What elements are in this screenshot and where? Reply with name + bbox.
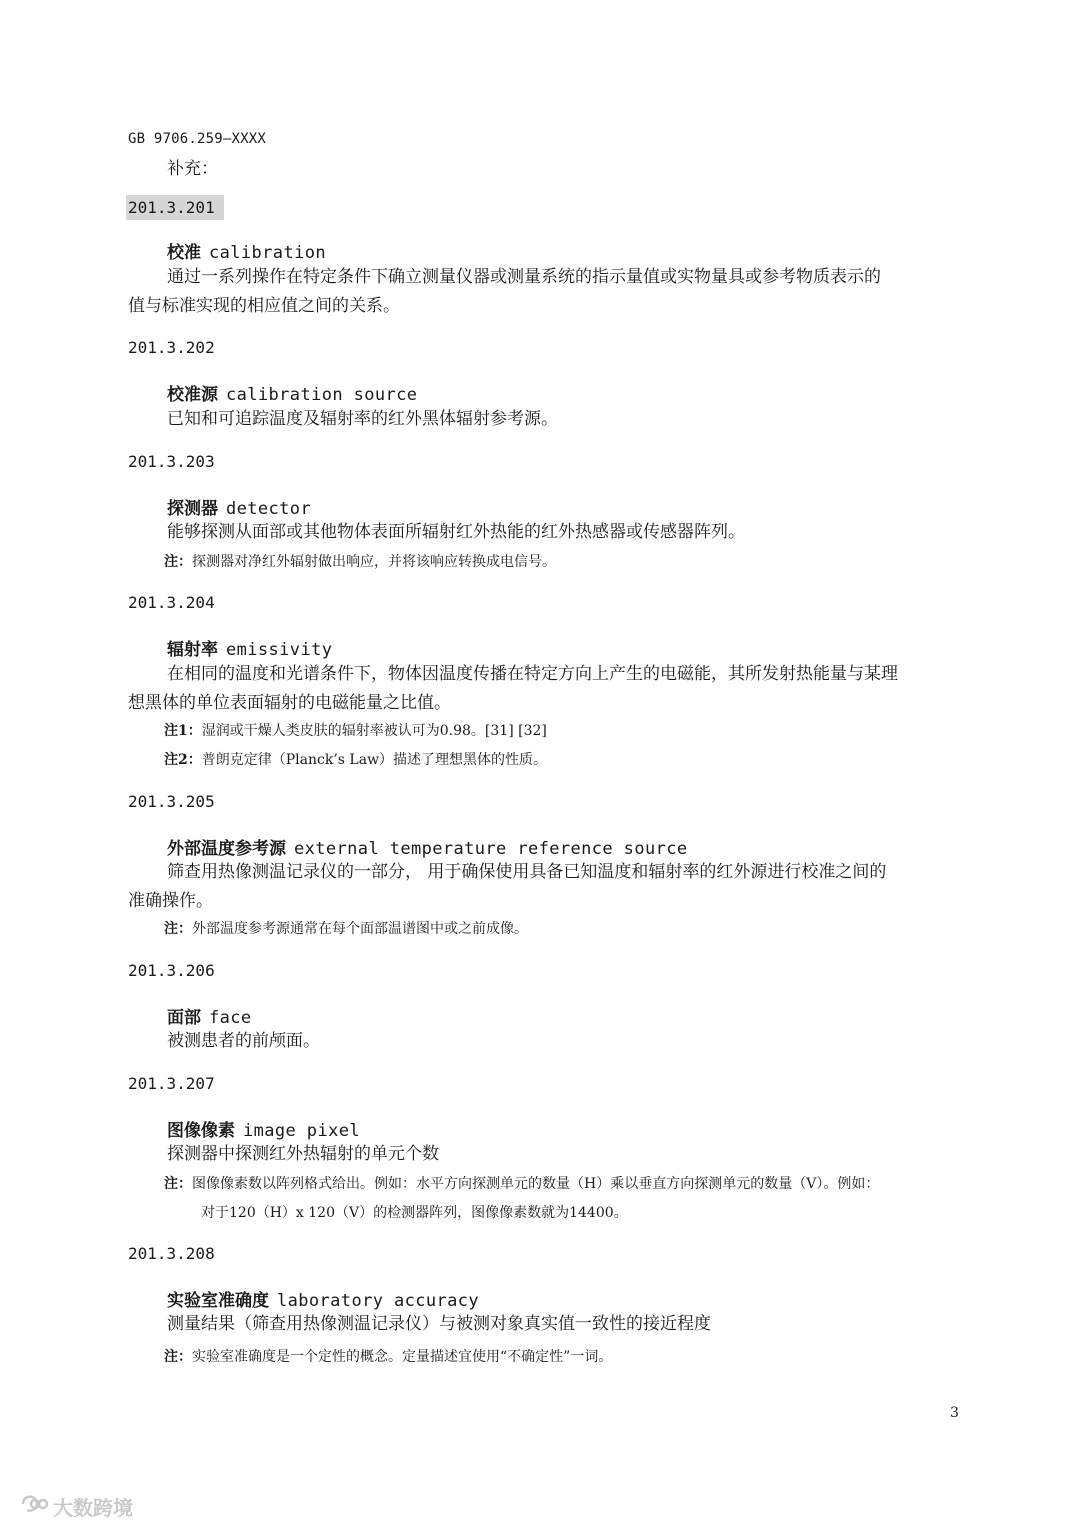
- term-english: calibration: [209, 243, 326, 263]
- term-heading: [167, 1116, 360, 1141]
- term-note-continued: 对于120（H）x 120（V）的检测器阵列，图像像素数就为14400。: [201, 1205, 628, 1221]
- term-note: [164, 1173, 879, 1193]
- term-english: calibration source: [226, 385, 418, 405]
- term-english: image pixel: [243, 1121, 360, 1141]
- term-heading: [167, 834, 688, 859]
- term-chinese: 外部温度参考源: [167, 839, 286, 859]
- page-number: 3: [950, 1405, 959, 1421]
- note-label: 注1：: [164, 723, 202, 739]
- term-heading: [167, 494, 311, 519]
- note-label: 注：: [164, 554, 192, 570]
- term-definition-continued: 值与标准实现的相应值之间的关系。: [128, 296, 400, 316]
- term-definition: 已知和可追踪温度及辐射率的红外黑体辐射参考源。: [167, 409, 558, 429]
- term-definition: 能够探测从面部或其他物体表面所辐射红外热能的红外热感器或传感器阵列。: [167, 522, 745, 542]
- note-text: 外部温度参考源通常在每个面部温谱图中或之前成像。: [192, 921, 528, 937]
- term-chinese: 实验室准确度: [167, 1291, 269, 1311]
- term-heading: [167, 380, 417, 405]
- term-definition: 在相同的温度和光谱条件下，物体因温度传播在特定方向上产生的电磁能，其所发射热能量与某理: [167, 664, 898, 684]
- term-english: external temperature reference source: [294, 839, 688, 859]
- term-definition-continued: 想黑体的单位表面辐射的电磁能量之比值。: [128, 693, 451, 713]
- term-definition: 被测患者的前颅面。: [167, 1031, 320, 1051]
- entry-number: 201.3.203: [128, 452, 215, 471]
- term-english: detector: [226, 499, 312, 519]
- watermark: [14, 1492, 133, 1521]
- note-text: 湿润或干燥人类皮肤的辐射率被认可为0.98。[31] [32]: [201, 723, 547, 739]
- note-text: 图像像素数以阵列格式给出。例如：水平方向探测单元的数量（H）乘以垂直方向探测单元的数量（V）。例如：: [192, 1176, 880, 1192]
- term-note: [164, 918, 528, 938]
- term-chinese: 面部: [167, 1008, 201, 1028]
- term-note: [164, 551, 556, 571]
- note-text: 实验室准确度是一个定性的概念。定量描述宜使用“不确定性”一词。: [192, 1349, 613, 1365]
- term-chinese: 校准源: [167, 385, 218, 405]
- note-label: 注：: [164, 921, 192, 937]
- note-label: 注2：: [164, 752, 202, 768]
- entry-number: 201.3.205: [128, 792, 215, 811]
- entry-number: 201.3.206: [128, 961, 215, 980]
- term-heading: [167, 238, 326, 263]
- term-definition: 测量结果（筛查用热像测温记录仪）与被测对象真实值一致性的接近程度: [167, 1314, 711, 1334]
- term-note: [164, 1346, 612, 1366]
- watermark-logo-icon: [14, 1493, 48, 1520]
- note-text: 探测器对净红外辐射做出响应，并将该响应转换成电信号。: [192, 554, 556, 570]
- entry-number: 201.3.202: [128, 338, 215, 357]
- entry-number: 201.3.207: [128, 1074, 215, 1093]
- term-heading: [167, 635, 332, 660]
- term-heading: [167, 1286, 479, 1311]
- note-label: 注：: [164, 1176, 192, 1192]
- term-chinese: 图像像素: [167, 1121, 235, 1141]
- term-english: laboratory accuracy: [277, 1291, 480, 1311]
- term-definition-continued: 准确操作。: [128, 891, 213, 911]
- term-definition: 探测器中探测红外热辐射的单元个数: [167, 1144, 439, 1164]
- term-chinese: 辐射率: [167, 640, 218, 660]
- entry-number: 201.3.204: [128, 593, 215, 612]
- document-id: GB 9706.259—XXXX: [128, 131, 267, 147]
- term-note: [164, 720, 547, 740]
- term-english: face: [209, 1008, 252, 1028]
- term-note: [164, 749, 547, 769]
- entry-number-highlighted: 201.3.201: [126, 195, 224, 220]
- term-chinese: 探测器: [167, 499, 218, 519]
- term-definition: 筛查用热像测温记录仪的一部分， 用于确保使用具备已知温度和辐射率的红外源进行校准之间的: [167, 862, 887, 882]
- entry-number: 201.3.208: [128, 1244, 215, 1263]
- note-label: 注：: [164, 1349, 192, 1365]
- term-definition: 通过一系列操作在特定条件下确立测量仪器或测量系统的指示量值或实物量具或参考物质表示的: [167, 267, 881, 287]
- note-text: 普朗克定律（Planck’s Law）描述了理想黑体的性质。: [201, 752, 548, 768]
- watermark-text: 大数跨境: [53, 1496, 133, 1520]
- term-chinese: 校准: [167, 243, 201, 263]
- term-heading: [167, 1003, 252, 1028]
- supplement-label: 补充：: [167, 159, 218, 179]
- term-english: emissivity: [226, 640, 333, 660]
